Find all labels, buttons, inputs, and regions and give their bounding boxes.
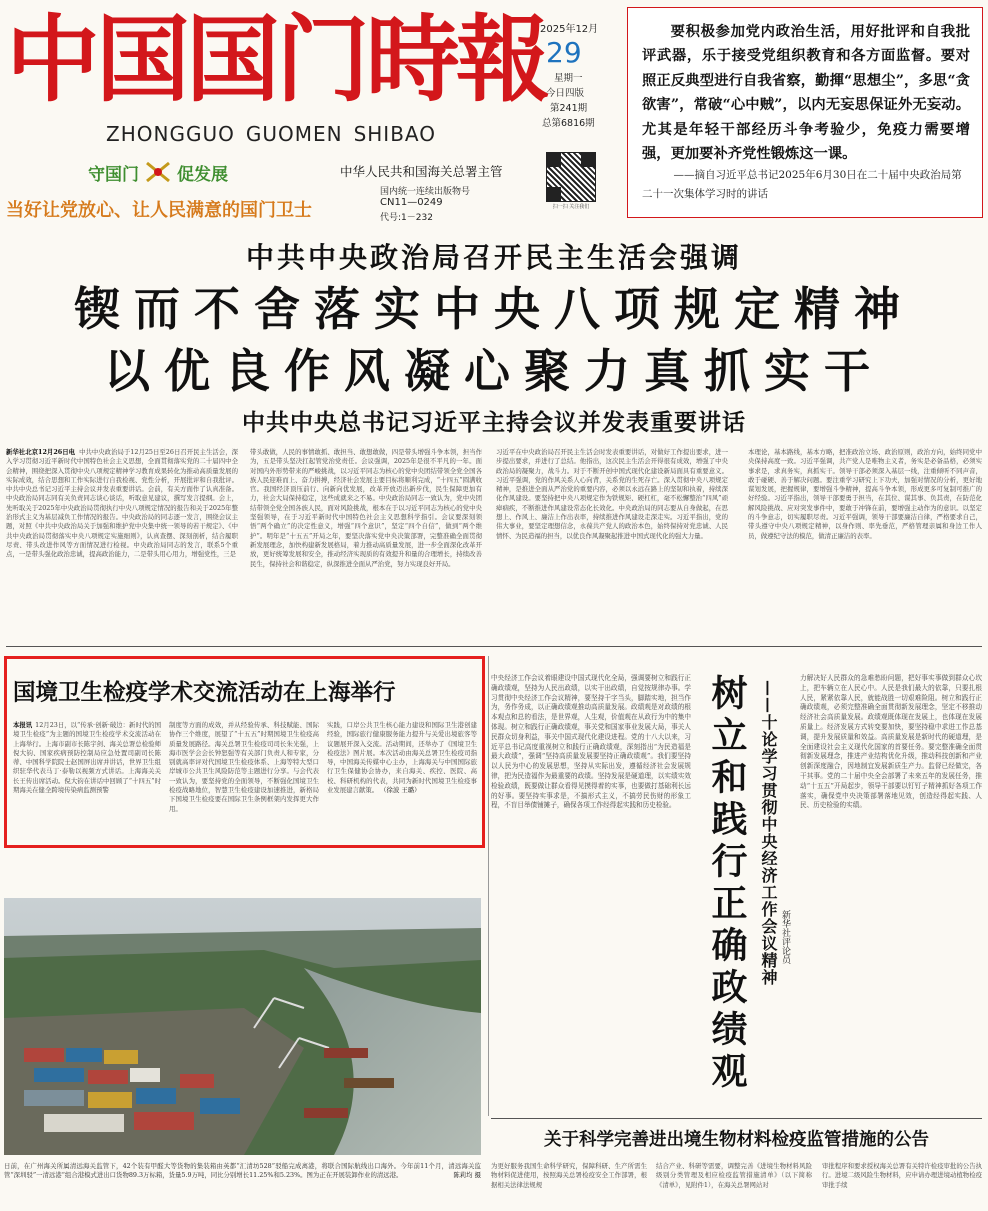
masthead-pinyin bbox=[106, 122, 436, 146]
qr-code-icon[interactable] bbox=[546, 152, 596, 202]
quote-box bbox=[627, 7, 983, 218]
customs-emblem-icon bbox=[143, 160, 173, 184]
port-aerial-photo-image bbox=[4, 898, 481, 1155]
postal-code: 代号:1－232 bbox=[380, 213, 433, 223]
photo-caption-text: 日前，在广州海关所属清远海关监管下，42个装有甲醛大等货物的集装箱由英都“汇清坊528”驳船完成离港，将联合国际航线出口海外。今年前11个月，清远海关监管“深圳驳”一清远港“组合港模式进出口货物89.3万标箱，货量5.9万吨，同比分别增长11.25%和5.23%。图为正在开展装卸作业的清远港。 bbox=[4, 1162, 481, 1179]
forum-column-2: 制度等方面的成效，并从经验传承、科技赋能、国际协作三个维度，展望了“十五五”时期国境卫生检疫高质量发展路径。海关总署卫生检疫司司长朱光强，上海市医学会会长钟恕强等有关部门负责人和专家，分别就高率评对代国境卫生检疫体系、上海等特大型口岸城市公共卫生风险防范等主题进行分享。与会代表一致认为，要坚持党的全面领导，不断强化国境卫生检疫战略地位，智慧卫生检疫建设加速推进，新格局下国境卫生检疫要在国际卫生条例框架内发挥更大作用。 bbox=[169, 721, 319, 813]
lead-column-2: 带头敢做，人民的事情敢抓、敢担当、敢想敢做，四是带头增强斗争本领，担当作为，五是带头坚决扛起管党治党责任。会议强调，2025年是很不平凡的一年。面对国内外形势带来的严峻挑战，以习近平同志为核心的党中央团结带领全党全国各族人民迎难而上、奋力拼搏，经济社会发展主要目标将顺利完成，“十四五”圆满收官。我国经济顶压前行、向新向优发展，改革开放迈出新步伐，民生保障更加有力，社会大局保持稳定，这些成就来之不易。中央政治局同志一致认为，党中央团结带领全党全国各族人民，面对风险挑战，根本在于以习近平同志为核心的党中央坚强领导，在于习近平新时代中国特色社会主义思想科学指引。会议要深刻领悟“两个确立”的决定性意义，增强“四个意识”，坚定“四个自信”，做到“两个维护”。明年是“十五五”开局之年，要坚决落实党中央决策部署，完整准确全面贯彻新发展理念，加快构建新发展格局，着力推动高质量发展，进一步全面深化改革开放，更好统筹发展和安全，推动经济实现质的有效提升和量的合理增长，持续改善民生，保持社会和谐稳定，纵深推进全面从严治党，努力实现良好开局。 bbox=[250, 448, 482, 568]
publisher: 中华人民共和国海关总署主管 bbox=[340, 164, 503, 179]
port-aerial-photo bbox=[4, 898, 481, 1155]
total-issue-number: 总第6816期 bbox=[542, 118, 595, 129]
forum-column-1 bbox=[13, 721, 161, 839]
page-count: 今日四版 bbox=[546, 88, 585, 99]
quote-text: 要积极参加党内政治生活，用好批评和自我批评武器，乐于接受党组织教育和各方面监督。要对照正反典型进行自我省察，勤揮“思想尘”，多思“贪欲害”，常破“心中贼”，以内无妄思保证外无妄动。尤其是年轻干部经历斗争考验少，免疫力需要增强，更加要补齐党性锻炼这一课。 bbox=[642, 24, 970, 163]
date-block bbox=[530, 20, 615, 131]
pinyin-word: ZHONGGUO bbox=[106, 122, 235, 146]
slogan-a: 守国门 bbox=[88, 164, 139, 185]
forum-article-box bbox=[4, 656, 485, 848]
lead-column-1-text: 中共中央政治局于12月25日至26日召开民主生活会，深入学习贯彻习近平新时代中国特色社会主义思想，全面贯彻落实党的二十届四中全会精神，围绕把深入贯彻中央八项规定精神学习教育成果转化为推动高质量发展的实际成效，结合思想和工作实际进行自我检视、党性分析，开展批评和自我批评。中共中央总书记习近平主持会议并发表重要讲话。会前，有关方面作了认真准备。中央政治局同志同有关负责同志谈心谈话，听取意见建议，撰写发言提纲。会上，先听取关于2025年中央政治局贯彻执行中央八项规定情况的报告和关于2025年整治形式主义为基层减负工作情况的报告。中央政治局的同志逐一发言，围绕会议主题，对照《中共中央政治局关于加强和维护党中央集中统一领导的若干规定》、《中共中央政治局贯彻落实中央八项规定实施细则》，认真查摆、深刻剖析，结合履职尽责、带头改进作风等方面情况进行检视。中央政治局同志的发言，联系5个重点，一是带头强化政治忠诚，提高政治能力，二是带头用心用力，增强党性，三是 bbox=[6, 448, 238, 559]
cn-number: CN11—0249 bbox=[380, 197, 443, 208]
notice-column-1: 为更好服务我国生命科学研究，保障科研、生产所需生物材料促进使用，按照海关总署检疫安全工作部署，根据相关法律法规规 bbox=[491, 1162, 647, 1189]
forum-headline: 国境卫生检疫学术交流活动在上海举行 bbox=[13, 680, 396, 706]
pinyin-word: GUOMEN bbox=[245, 122, 343, 146]
masthead bbox=[0, 0, 988, 222]
date-day: 29 bbox=[546, 36, 582, 69]
quote-source: ——摘自习近平总书记2025年6月30日在二十届中央政治局第二十一次集体学习时的讲话 bbox=[642, 169, 962, 200]
photo-caption bbox=[4, 1162, 481, 1202]
slogan-b: 促发展 bbox=[177, 164, 228, 185]
masthead-title: 中国国门時報 bbox=[6, 5, 547, 115]
column-divider bbox=[488, 656, 489, 1116]
lead-subhead: 中共中央总书记习近平主持会议并发表重要讲话 bbox=[242, 409, 746, 436]
forum-column-3-text: 实践，口岸公共卫生核心能力建设和国际卫生港创建经验，国际旅行健康服务能力提升与关爱出境旅客等议题展开深入交流。活动期间，还举办了《国境卫生检疫法》图片展。本次活动由海关总署卫生检疫司指导，中国海关传媒中心主办，上海海关与中国国际旅行卫生保健协会协办，来自海关、疾控、医院、高校、科研机构的代表，共同为新时代国境卫生检疫事业发展建言献策。 bbox=[327, 721, 477, 795]
forum-column-3 bbox=[327, 721, 477, 839]
commentary-column-1: 中央经济工作会议着眼建设中国式现代化全局，强调要树立和践行正确政绩观，坚持为人民出政绩，以实干出政绩，自觉按规律办事。学习贯彻中央经济工作会议精神，要坚持干字当头，脚踏实地，担当作为，务作务成，以正确政绩观推动高质量发展。政绩观是对政绩的根本观点和总的看法，是世界观，人生观，价值观在从政行为中的集中体现。树立和践行正确政绩观，事关党和国家事业发展大局，事关人民群众切身利益，事关中国式现代化建设进程。党的十八大以来，习近平总书记高度重视树立和践行正确政绩观，深刻指出“为民造福是最大政绩”，强调“坚持高质量发展要坚持正确政绩观”。我们要坚持以人民为中心的发展思想，坚持从实际出发，遵循经济社会发展规律，把为民造福作为最重要的政绩。坚持发展是硬道理，以实绩实效检验政绩，既要做让群众看得见摸得着的实事，也要做打基础利长远的好事。要坚持实事求是，不搞形式主义，不搞劳民伤财的形象工程，不盲目举债铺摊子，确保各项工作经得起实践和历史检验。 bbox=[491, 674, 691, 810]
lead-column-4: 本理论，基本路线，基本方略，把准政治立场、政治原则，政治方向，始终同党中央保持高度一致。习近平强调，共产党人是唯物主义者，务实是必备品格，必须实事求是，求真务实，真抓实干。领导干部必须深入基层一线，注重倾听不同声音，敢于碰硬、善于解决问题。要注重学习研究上下功夫，加强对情况的分析，更好地谋划发展，把握规律，要增强斗争精神，提高斗争本领，形成更多可复制可推广的好经验。习近平指出，领导干部要勇于担当，在其位、谋其事、负其责，在防范化解风险挑战、应对突发事件中，要敢于冲锋在前，要增强主动作为的意识。以坚定的斗争意志，切实履职尽责。习近平强调，领导干部要廉洁自律，严格要求自己，带头遵守中央八项规定精神，以身作则、率先垂范，严格管理亲属和身边工作人员，做遵纪守法的模范，做清正廉洁的表率。 bbox=[748, 448, 982, 540]
slogan-row bbox=[88, 160, 348, 184]
commentary-column-2: 力解决好人民群众的急难愁盼问题，把好事实事做到群众心坎上，把车辆立在人民心中。人民是我们最大的依靠，只要扎根人民，紧紧依靠人民，就能战胜一切艰难险阻。树立和践行正确政绩观，必须完整准确全面贯彻新发展理念，坚定不移推动经济社会高质量发展。政绩观既体现在发展上，也体现在发展质量上。经济发展方式转变要加快，要坚持稳中求进工作总基调，提升发展质量和效益。高质量发展是新时代的硬道理，是全面建设社会主义现代化国家的首要任务。要完整准确全面贯彻新发展理念，推进产业结构优化升级，推动科技创新和产业创新深度融合，因地制宜发展新质生产力。监督已经做完，各干其事。党的二十届中央全会部署了未来五年的发展任务，推动“十五五”开局起步，领导干部要以钉钉子精神抓好各项工作落实，确保党中央决策部署落地见效，创造经得起实践、人民、历史检验的实绩。 bbox=[800, 674, 982, 810]
date-year-month: 2025年12月 bbox=[540, 24, 599, 35]
photo-credit: 陈莉均 摄 bbox=[453, 1171, 481, 1179]
lead-column-3: 习近平在中央政治局召开民主生活会时发表重要讲话，对做好工作提出要求，进一步提出要求，并进行了总结。他指出，这次民主生活会开得很有成效，增强了中央政治局的凝聚力，战斗力。对于不断开创中国式现代化建设新局面具有重要意义。习近平强调，党的作风关系人心向背，关系党的生死存亡。深入贯彻中央八项规定精神，是推进全面从严治党的重要内容，必须以永远在路上的坚韧和执着，持续深化作风建设。要坚持把中央八项规定作为铁规矩、硬杠杠，毫不松懈整治“四风”顽瘴痼疾，不断推进作风建设常态化长效化。中央政治局的同志要从自身做起，在思想上、作风上、廉洁上作出表率，持续推进作风建设走深走实。习近平指出，党的伟大事业，要坚定理想信念，永葆共产党人的政治本色，始终保持对党忠诚、人民情怀、为民造福的担当，以优良作风凝聚起推进中国式现代化的强大力量。 bbox=[496, 448, 728, 540]
lead-headline-1: 锲而不舍落实中央八项规定精神 bbox=[74, 282, 914, 336]
lead-dateline: 新华社北京12月26日电 bbox=[6, 448, 76, 456]
commentary-subhead: ——十论学习贯彻中央经济工作会议精神 bbox=[759, 680, 778, 986]
section-divider bbox=[6, 646, 982, 647]
lead-headline-2: 以优良作风凝心聚力真抓实干 bbox=[104, 344, 884, 398]
qr-caption: 扫一扫 关注我们 bbox=[552, 204, 590, 210]
forum-reporter: （徐波 王璐） bbox=[380, 786, 421, 795]
forum-column-1-text: 12月23日，以“传承·创新·破边：新时代的国境卫生检疫”为主题的国境卫生检疫学术交流活动在上海举行。上海市副市长陈宇剑、海关总署总检验师倪大钧、国家疾病预防控制局应急处置司副司长陈蒂、中国科学院院士赵国屏出席并讲话，世界卫生组织驻华代表马丁·泰勒以视频方式讲话。上海海关关长王传出席活动。倪大钧在讲话中回顾了“十四五”时期海关在健全跨境传染病监测预警 bbox=[13, 721, 161, 795]
notice-column-3: 审批程序和要求授权海关总署有关特许检疫审批的公告执行。进境二级风险生物材料，应申请办理进境动植物检疫审批手续 bbox=[822, 1162, 982, 1189]
slogan-main: 当好让党放心、让人民满意的国门卫士 bbox=[6, 200, 312, 221]
notice-column-2: 结合产业、科研等需要，调整完善《进境生物材料风险级别分类管理及相应检疫监管措施清单》（以下简称《清单》，见附件1），在海关总署网站对 bbox=[656, 1162, 812, 1189]
lead-kicker: 中共中央政治局召开民主生活会强调 bbox=[245, 241, 742, 274]
notice-divider bbox=[491, 1118, 982, 1119]
cn-label: 国内统一连续出版物号 bbox=[380, 187, 471, 197]
commentary-author: 新华社评论员 bbox=[780, 910, 790, 964]
issue-number: 第241期 bbox=[550, 103, 588, 114]
weekday: 星期一 bbox=[554, 73, 583, 84]
lead-column-1 bbox=[6, 448, 238, 640]
notice-headline: 关于科学完善进出境生物材料检疫监管措施的公告 bbox=[544, 1130, 929, 1150]
commentary-headline: 树立和践行正确政绩观 bbox=[706, 674, 748, 1094]
forum-byline: 本报讯 bbox=[13, 721, 33, 729]
pinyin-word: SHIBAO bbox=[353, 122, 436, 146]
